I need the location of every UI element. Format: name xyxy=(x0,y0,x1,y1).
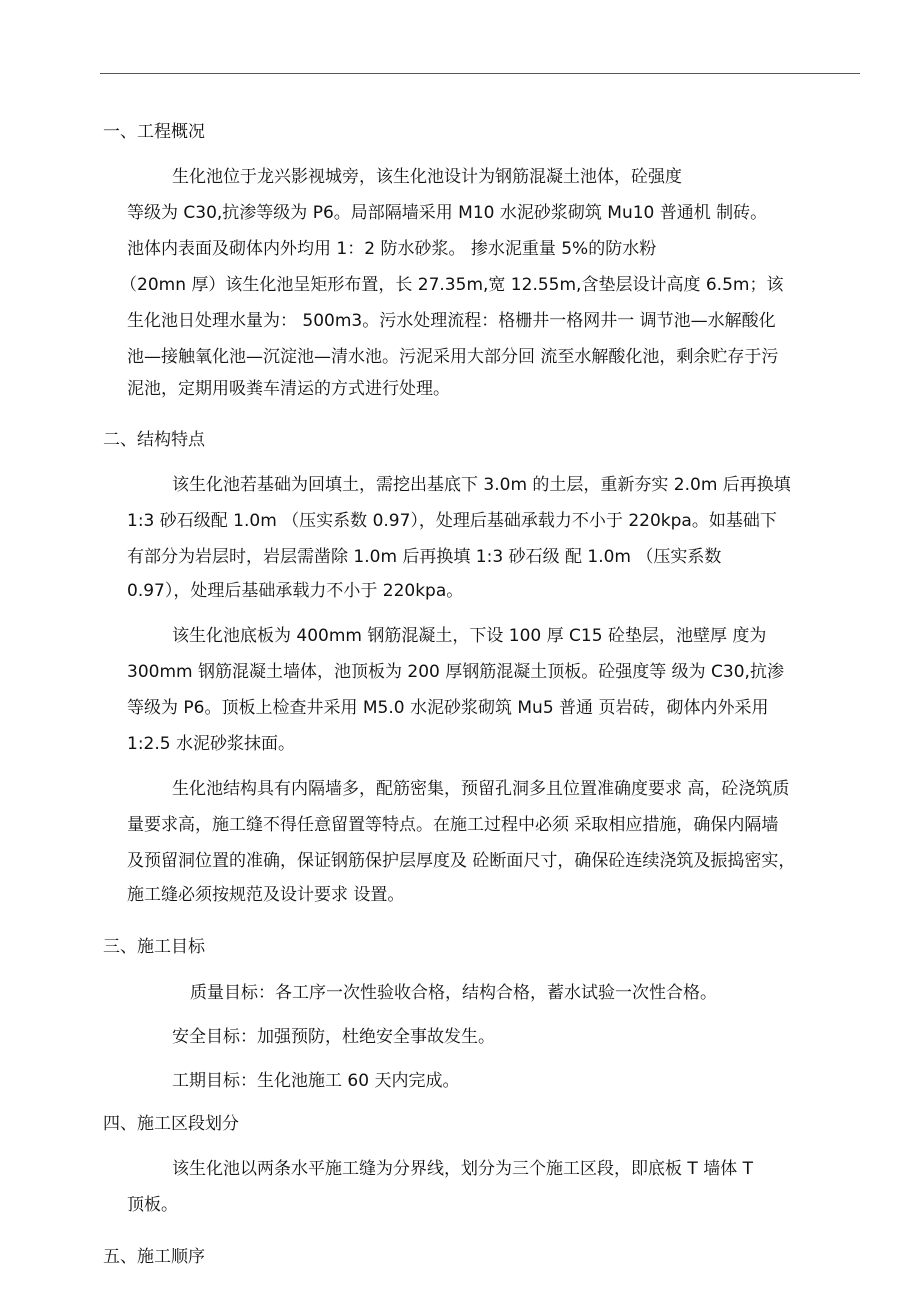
paragraph-line: 池—接触氧化池—沉淀池—清水池。污泥采用大部分回 流至水解酸化池，剩余贮存于污 xyxy=(127,347,779,367)
paragraph-line: 生化池结构具有内隔墙多，配筋密集，预留孔洞多且位置准确度要求 高，砼浇筑质 xyxy=(172,779,790,799)
section-heading-overview: 一、工程概况 xyxy=(103,122,205,142)
goal-safety: 安全目标：加强预防，杜绝安全事故发生。 xyxy=(172,1027,495,1047)
paragraph-line: 泥池，定期用吸粪车清运的方式进行处理。 xyxy=(127,379,450,399)
paragraph-line: 及预留洞位置的准确，保证钢筋保护层厚度及 砼断面尺寸，确保砼连续浇筑及振捣密实， xyxy=(127,851,796,871)
paragraph-line: 生化池日处理水量为： 500m3。污水处理流程：格栅井一格网井一 调节池—水解酸化 xyxy=(127,311,776,331)
section-heading-zoning: 四、施工区段划分 xyxy=(103,1114,239,1134)
paragraph-line: 量要求高，施工缝不得任意留置等特点。在施工过程中必须 采取相应措施，确保内隔墙 xyxy=(127,815,779,835)
paragraph-line: 施工缝必须按规范及设计要求 设置。 xyxy=(127,885,405,905)
paragraph-line: 0.97），处理后基础承载力不小于 220kpa。 xyxy=(127,581,464,601)
paragraph-line: （20mn 厚）该生化池呈矩形布置，长 27.35m,宽 12.55m,含垫层设计高度 6.5m；该 xyxy=(120,275,784,295)
section-heading-structure: 二、结构特点 xyxy=(103,430,205,450)
paragraph-line: 顶板。 xyxy=(127,1195,178,1215)
paragraph-line: 该生化池以两条水平施工缝为分界线，划分为三个施工区段，即底板 T 墙体 T xyxy=(172,1159,753,1179)
paragraph-line: 1:3 砂石级配 1.0m （压实系数 0.97），处理后基础承载力不小于 220kpa。如基础下 xyxy=(127,511,777,531)
paragraph-line: 生化池位于龙兴影视城旁，该生化池设计为钢筋混凝土池体，砼强度 xyxy=(172,167,682,187)
header-rule xyxy=(100,73,860,74)
paragraph-line: 该生化池底板为 400mm 钢筋混凝土，下设 100 厚 C15 砼垫层，池壁厚 度为 xyxy=(172,626,767,646)
section-heading-goals: 三、施工目标 xyxy=(103,937,205,957)
paragraph-line: 等级为 C30,抗渗等级为 P6。局部隔墙采用 M10 水泥砂浆砌筑 Mu10 普通机 制砖。 xyxy=(127,203,768,223)
paragraph-line: 300mm 钢筋混凝土墙体，池顶板为 200 厚钢筋混凝土顶板。砼强度等 级为 C30,抗渗 xyxy=(127,662,784,682)
paragraph-line: 1:2.5 水泥砂浆抹面。 xyxy=(127,734,295,754)
paragraph-line: 有部分为岩层时，岩层需凿除 1.0m 后再换填 1:3 砂石级 配 1.0m （压实系数 xyxy=(127,547,722,567)
paragraph-line: 该生化池若基础为回填土，需挖出基底下 3.0m 的土层，重新夯实 2.0m 后再换填 xyxy=(172,475,791,495)
goal-schedule: 工期目标：生化池施工 60 天内完成。 xyxy=(172,1071,460,1091)
goal-quality: 质量目标：各工序一次性验收合格，结构合格，蓄水试验一次性合格。 xyxy=(190,983,717,1003)
section-heading-sequence: 五、施工顺序 xyxy=(103,1247,205,1267)
paragraph-line: 池体内表面及砌体内外均用 1：2 防水砂浆。 掺水泥重量 5%的防水粉 xyxy=(127,239,657,259)
paragraph-line: 等级为 P6。顶板上检查井采用 M5.0 水泥砂浆砌筑 Mu5 普通 页岩砖，砌体内外采用 xyxy=(127,698,769,718)
